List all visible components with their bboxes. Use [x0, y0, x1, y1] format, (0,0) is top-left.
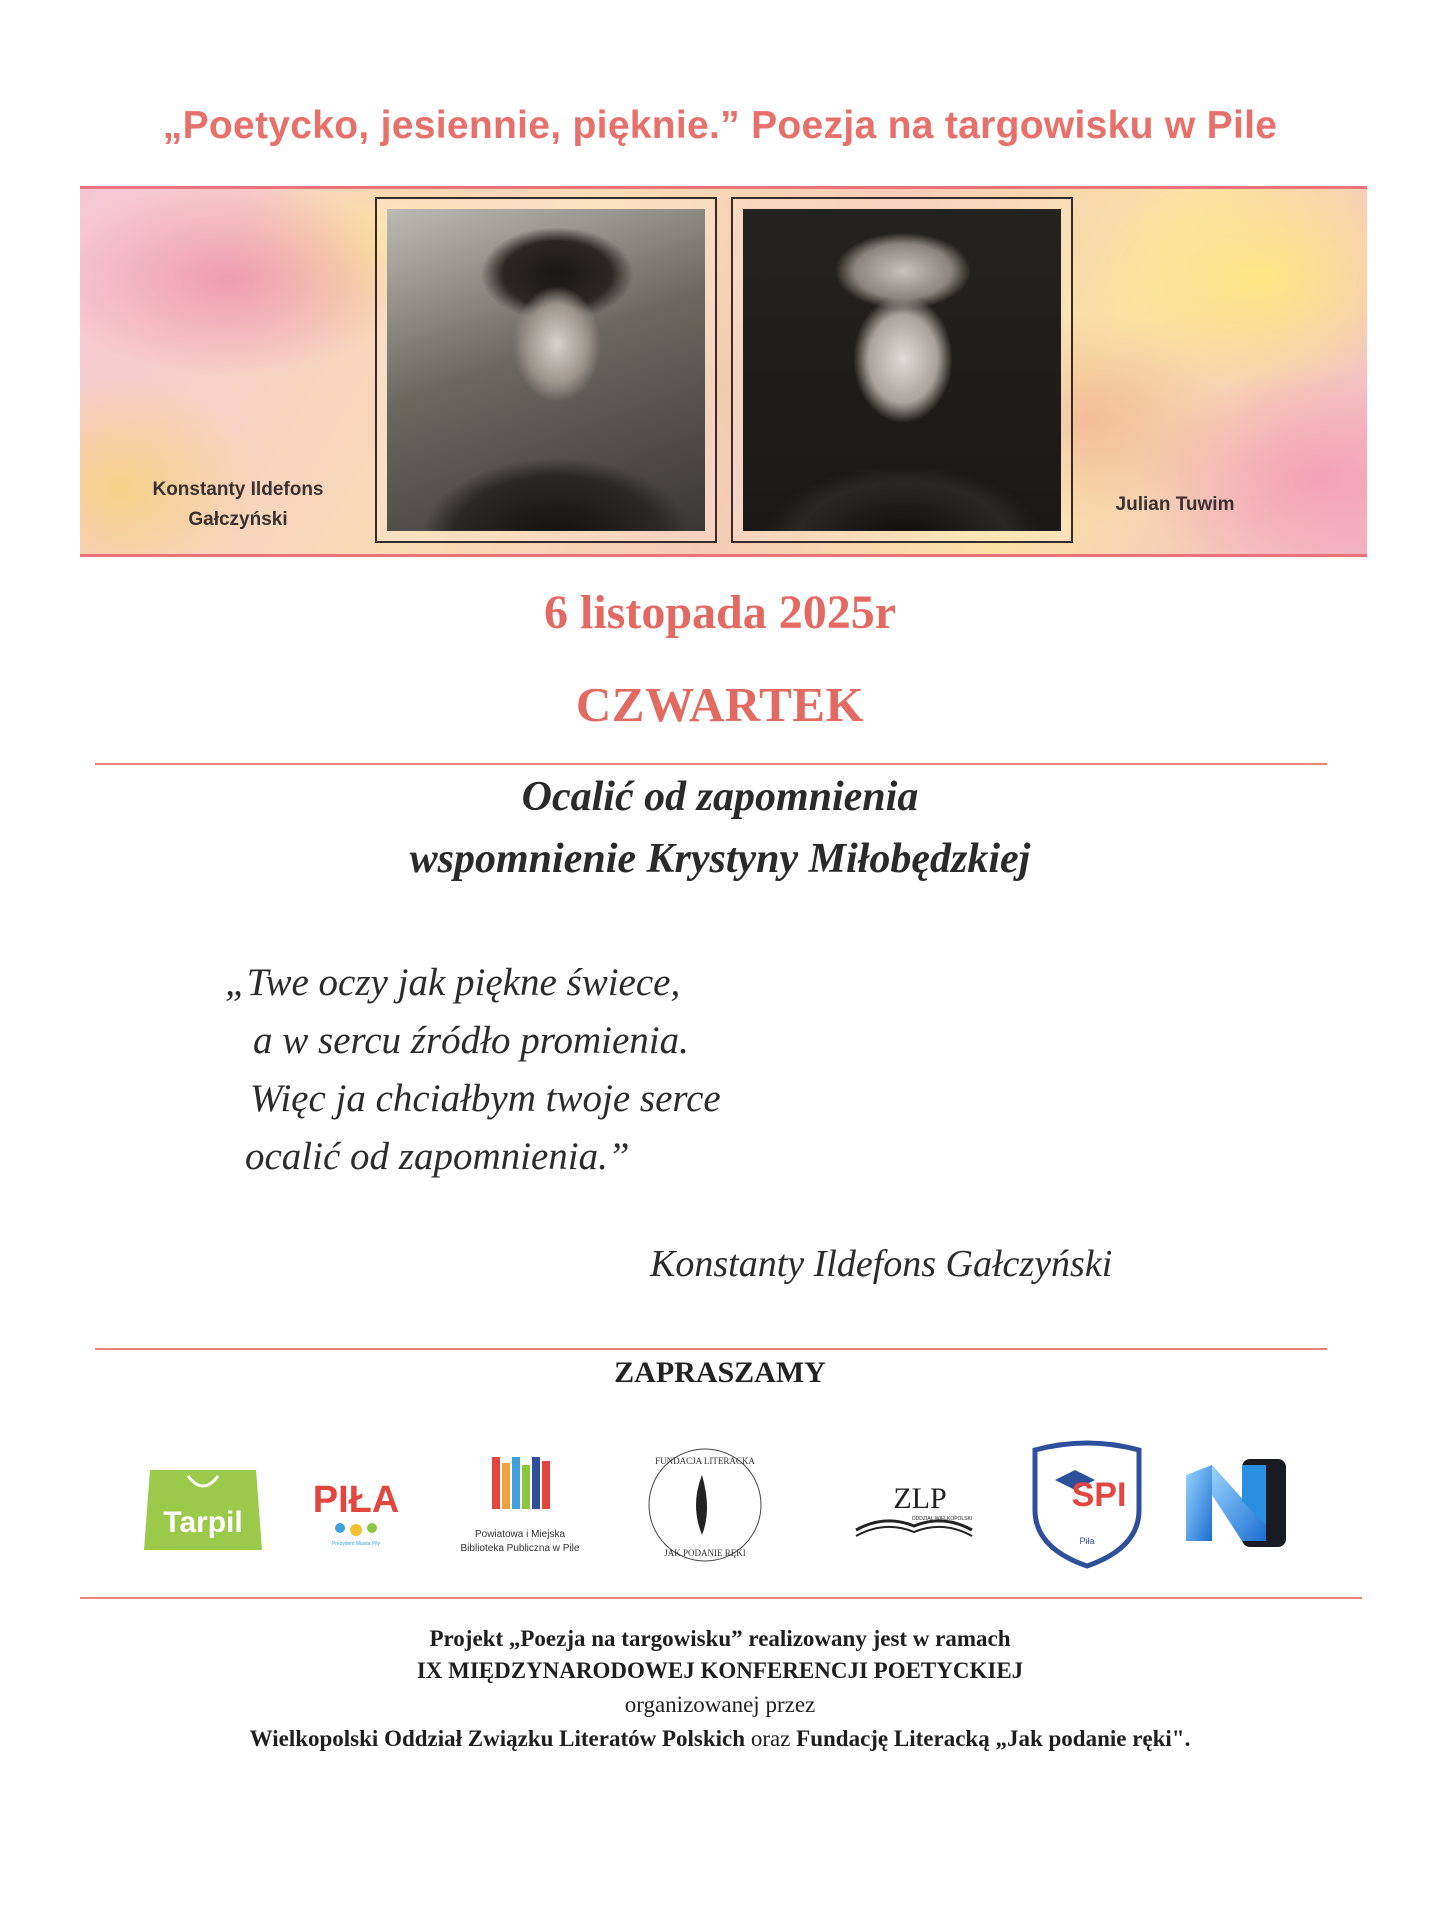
footer-line4	[0, 1726, 1440, 1752]
tarpil-logo-text: Tarpil	[163, 1506, 243, 1539]
library-logo	[440, 1455, 600, 1565]
school-logo-sub: Piła	[1079, 1536, 1095, 1546]
poem-line-4: ocalić od zapomnienia.”	[245, 1135, 630, 1178]
n-logo	[1182, 1455, 1290, 1551]
portrait-frame-galczynski	[375, 197, 717, 543]
caption-tuwim: Julian Tuwim	[1115, 494, 1235, 515]
event-date: 6 listopada 2025r	[543, 586, 897, 639]
fundacja-bottom-text: JAK PODANIE RĘKI	[664, 1548, 746, 1558]
tarpil-logo	[140, 1462, 266, 1554]
footer-line4-and: oraz	[750, 1726, 791, 1751]
poem-line-2: a w sercu źródło promienia.	[253, 1019, 689, 1062]
portrait-photo-tuwim	[743, 209, 1061, 531]
autumn-banner	[80, 186, 1367, 557]
caption-galczynski-line1: Konstanty Ildefons	[152, 479, 324, 500]
footer-line4-org1: Wielkopolski Oddział Związku Literatów Polskich	[249, 1726, 746, 1751]
divider-bottom	[80, 1597, 1362, 1599]
school-shield-logo	[1027, 1440, 1147, 1570]
zlp-logo-text: ZLP	[893, 1482, 947, 1515]
poster-title: „Poetycko, jesiennie, pięknie.” Poezja na targowisku w Pile	[162, 104, 1278, 147]
zlp-logo-sub: ODDZIAŁ WIELKOPOLSKI	[911, 1516, 973, 1522]
zlp-logo	[850, 1470, 980, 1550]
fundacja-literacka-logo	[640, 1440, 770, 1570]
caption-galczynski-line2: Gałczyński	[188, 509, 288, 530]
pila-logo-sub: Prezydent Miasta Piły	[331, 1541, 381, 1547]
divider-middle	[95, 1348, 1327, 1350]
portrait-photo-galczynski	[387, 209, 705, 531]
subtitle-line2: wspomnienie Krystyny Miłobędzkiej	[409, 836, 1031, 882]
poem-line-1: „Twe oczy jak piękne świece,	[225, 961, 681, 1004]
subtitle-line1: Ocalić od zapomnienia	[521, 774, 919, 820]
library-logo-line1: Powiatowa i Miejska	[474, 1529, 566, 1540]
footer-line4-org2: Fundację Literacką „Jak podanie ręki".	[796, 1726, 1191, 1751]
library-logo-line2: Biblioteka Publiczna w Pile	[460, 1543, 580, 1554]
footer-line2: IX MIĘDZYNARODOWEJ KONFERENCJI POETYCKIEJ	[416, 1658, 1024, 1683]
poem-line-3: Więc ja chciałbym twoje serce	[250, 1077, 721, 1120]
footer-line3: organizowanej przez	[624, 1692, 816, 1717]
school-logo-text: SPI	[1071, 1476, 1127, 1514]
pila-city-logo	[306, 1470, 406, 1550]
invite-text: ZAPRASZAMY	[614, 1356, 826, 1389]
event-day: CZWARTEK	[575, 677, 865, 732]
pila-logo-text: PIŁA	[312, 1479, 400, 1521]
fundacja-top-text: FUNDACJA LITERACKA	[655, 1456, 755, 1466]
portrait-frame-tuwim	[731, 197, 1073, 543]
footer-line1: Projekt „Poezja na targowisku” realizowany jest w ramach	[429, 1626, 1011, 1651]
divider-top	[95, 763, 1327, 765]
caption-galczynski	[128, 479, 348, 531]
poem-author: Konstanty Ildefons Gałczyński	[650, 1243, 1113, 1285]
